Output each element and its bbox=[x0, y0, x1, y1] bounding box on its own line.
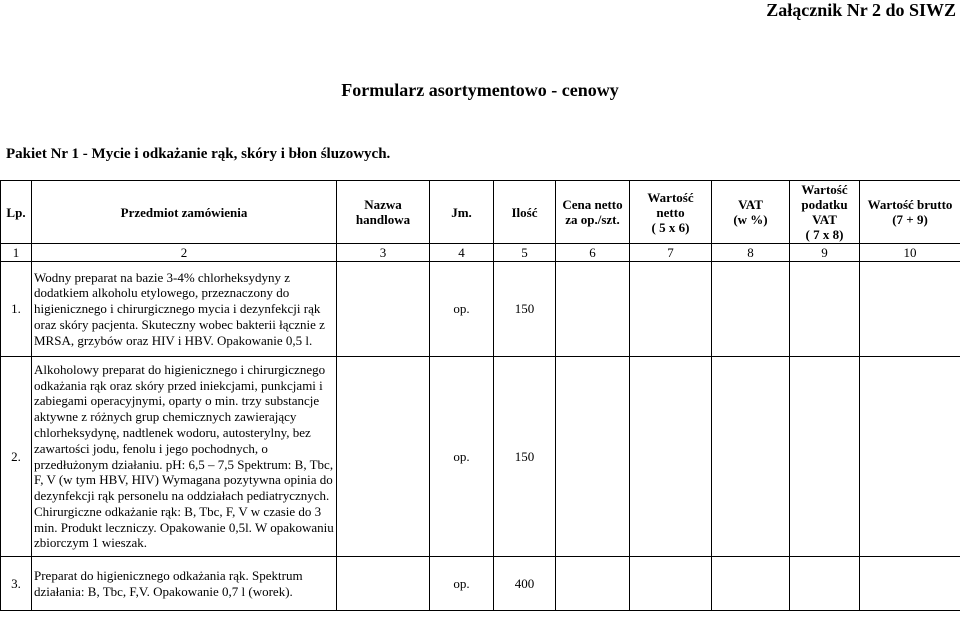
table-row bbox=[1, 557, 960, 611]
row-net-price bbox=[556, 557, 630, 611]
header-gross-line1: Wartość brutto bbox=[867, 197, 953, 212]
row-gross bbox=[860, 557, 960, 611]
table-row bbox=[1, 262, 960, 357]
header-row bbox=[1, 181, 960, 244]
row-unit: op. bbox=[430, 262, 494, 357]
row-gross bbox=[860, 262, 960, 357]
row-trade-name bbox=[337, 357, 430, 557]
annex-label: Załącznik Nr 2 do SIWZ bbox=[766, 0, 956, 20]
header-net-value bbox=[630, 181, 712, 244]
row-tax-value bbox=[790, 557, 860, 611]
row-trade-name bbox=[337, 262, 430, 357]
price-form-table bbox=[0, 180, 960, 611]
col-num: 9 bbox=[790, 244, 860, 262]
column-number-row bbox=[1, 244, 960, 262]
row-tax-value bbox=[790, 357, 860, 557]
row-description: Alkoholowy preparat do higienicznego i chirurgicznego odkażania rąk oraz skóry przed iniekcjami, punkcjami i zabiegami operacyjnymi, oparty o min. trzy substancje aktywne z różnych grup chemicznych zawierający chlorheksydynę, nadtlenek wodoru, autosterylny, bez zawartości jodu, fenolu i jego pochodnych, o przedłużonym działaniu. pH: 6,5 – 7,5 Spektrum: B, Tbc, F, V (w tym HBV, HIV) Wymagana pozytywna opinia do dezynfekcji rąk personelu na oddziałach pediatrycznych. Chirurgiczne odkażanie rąk: B, Tbc, F, V w czasie do 3 min. Produkt leczniczy. Opakowanie 0,5l. W opakowaniu zbiorczym 1 wieszak. bbox=[32, 357, 337, 557]
col-num: 1 bbox=[1, 244, 32, 262]
row-qty: 150 bbox=[494, 357, 556, 557]
row-unit: op. bbox=[430, 557, 494, 611]
row-gross bbox=[860, 357, 960, 557]
row-net-price bbox=[556, 357, 630, 557]
package-label: Pakiet Nr 1 - Mycie i odkażanie rąk, skóry i błon śluzowych. bbox=[6, 146, 391, 162]
row-lp: 3. bbox=[1, 557, 32, 611]
row-unit: op. bbox=[430, 357, 494, 557]
header-tax-line2: podatku bbox=[801, 197, 848, 212]
row-vat bbox=[712, 357, 790, 557]
row-net-value bbox=[630, 557, 712, 611]
header-gross-line2: (7 + 9) bbox=[892, 212, 928, 227]
col-num: 2 bbox=[32, 244, 337, 262]
row-vat bbox=[712, 262, 790, 357]
row-lp: 2. bbox=[1, 357, 32, 557]
header-lp: Lp. bbox=[1, 181, 32, 244]
row-net-price bbox=[556, 262, 630, 357]
row-lp: 1. bbox=[1, 262, 32, 357]
table-row bbox=[1, 357, 960, 557]
row-qty: 400 bbox=[494, 557, 556, 611]
header-qty: Ilość bbox=[494, 181, 556, 244]
col-num: 3 bbox=[337, 244, 430, 262]
form-title: Formularz asortymentowo - cenowy bbox=[341, 80, 619, 100]
row-description: Preparat do higienicznego odkażania rąk. Spektrum działania: B, Tbc, F,V. Opakowanie 0,7 l (worek). bbox=[32, 557, 337, 611]
header-net-value-line1: Wartość bbox=[647, 189, 694, 205]
header-tax-line1: Wartość bbox=[801, 182, 848, 197]
header-net-value-line2: netto bbox=[656, 204, 685, 220]
row-qty: 150 bbox=[494, 262, 556, 357]
header-tax-value bbox=[790, 181, 860, 244]
header-gross bbox=[860, 181, 960, 244]
header-unit: Jm. bbox=[430, 181, 494, 244]
row-net-value bbox=[630, 357, 712, 557]
header-vat-line1: VAT bbox=[738, 197, 763, 212]
row-tax-value bbox=[790, 262, 860, 357]
header-net-value-line3: ( 5 x 6) bbox=[651, 219, 690, 235]
col-num: 4 bbox=[430, 244, 494, 262]
header-tax-line3: VAT bbox=[812, 212, 837, 227]
header-subject: Przedmiot zamówienia bbox=[32, 181, 337, 244]
header-trade-name: Nazwa handlowa bbox=[337, 181, 430, 244]
col-num: 7 bbox=[630, 244, 712, 262]
row-net-value bbox=[630, 262, 712, 357]
row-vat bbox=[712, 557, 790, 611]
row-description: Wodny preparat na bazie 3-4% chlorheksydyny z dodatkiem alkoholu etylowego, przeznaczony do higienicznego i chirurgicznego mycia i dezynfekcji rąk oraz skóry pacjenta. Skuteczny wobec bakterii łącznie z MRSA, grzybów oraz HIV i HBV. Opakowanie 0,5 l. bbox=[32, 262, 337, 357]
header-vat bbox=[712, 181, 790, 244]
header-net-price: Cena netto za op./szt. bbox=[556, 181, 630, 244]
col-num: 10 bbox=[860, 244, 960, 262]
col-num: 6 bbox=[556, 244, 630, 262]
col-num: 5 bbox=[494, 244, 556, 262]
header-vat-line2: (w %) bbox=[733, 212, 768, 227]
col-num: 8 bbox=[712, 244, 790, 262]
row-trade-name bbox=[337, 557, 430, 611]
header-tax-line4: ( 7 x 8) bbox=[805, 227, 844, 242]
